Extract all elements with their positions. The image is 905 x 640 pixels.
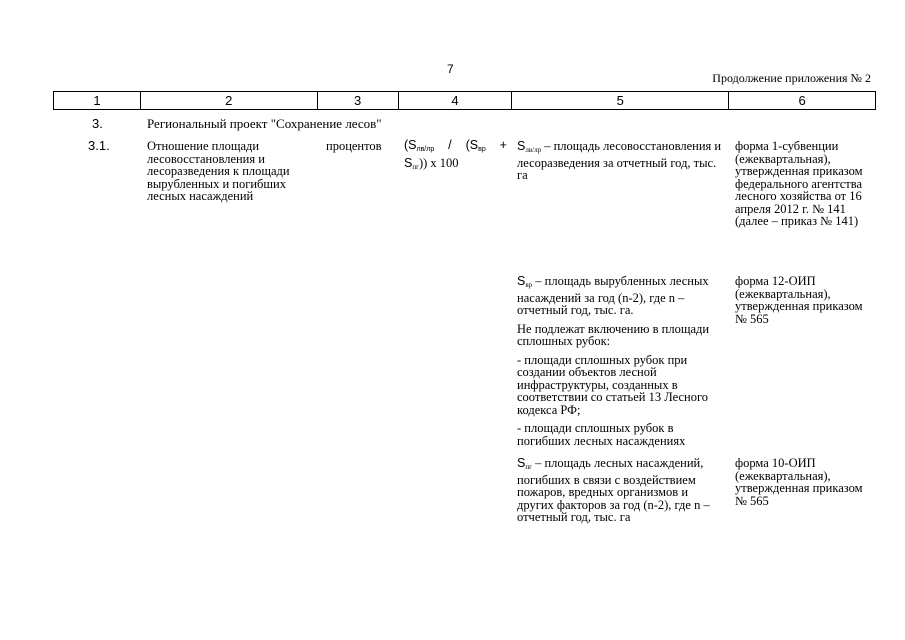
source-form-12-oip: форма 12-ОИП (ежеквартальная), утвержденная приказом № 565 xyxy=(735,274,863,326)
continuation-note: Продолжение приложения № 2 xyxy=(712,71,871,85)
column-header-table xyxy=(53,91,876,110)
header-row xyxy=(54,92,876,110)
indicator-name: Отношение площади лесовосстановления и лесоразведения к площади вырубленных и погибших лесных насаждений xyxy=(147,139,290,203)
source-form-10-oip: форма 10-ОИП (ежеквартальная), утвержденная приказом № 565 xyxy=(735,456,863,508)
definition-s-vr: $S_{вр}$ – площадь вырубленных лесных насаждений за год (n-2), где n – отчетный год, тыс. га. Не подлежат включению в площади сплошных рубок: - площади сплошных рубок при создании объектов лесной инфраструктуры, созданных в соответствии со статьей 13 Лесного кодекса РФ; - площади сплошных рубок в погибших лесных насаждениях xyxy=(517,275,722,453)
exclusion-item-dead-stands: - площади сплошных рубок в погибших лесных насаждениях xyxy=(517,421,686,448)
exclusion-item-infrastructure: - площади сплошных рубок при создании объектов лесной инфраструктуры, созданных в соответствии со статьей 13 Лесного кодекса РФ; xyxy=(517,352,709,417)
definition-s-lv-lr: $S_{лв/лр}$ – площадь лесовосстановления и лесоразведения за отчетный год, тыс. га xyxy=(517,139,722,182)
row-number: 3.1. xyxy=(88,138,110,153)
section-number: 3. xyxy=(92,116,103,131)
source-form-1-subvention: форма 1-субвенции (ежеквартальная), утвержденная приказом федерального агентства лесного хозяйства от 16 апреля 2012 г. № 141 (далее – приказ № 141) xyxy=(735,139,863,228)
header-col-5: 5 xyxy=(512,92,729,110)
header-col-1: 1 xyxy=(54,92,141,110)
unit-of-measure: процентов xyxy=(326,139,382,153)
header-col-3: 3 xyxy=(317,92,398,110)
exclusion-note: Не подлежат включению в площади сплошных рубок: xyxy=(517,321,710,348)
calculation-formula: ($S_{лв/лр}$ / ($S_{вр}$ + $S_{пг}$)) х 100 xyxy=(404,138,507,171)
page-number: 7 xyxy=(447,62,454,76)
header-col-2: 2 xyxy=(140,92,317,110)
header-col-4: 4 xyxy=(398,92,512,110)
section-title: Региональный проект "Сохранение лесов" xyxy=(147,116,382,131)
definition-s-pg: $S_{пг}$ – площадь лесных насаждений, погибших в связи с воздействием пожаров, вредных организмов и других факторов за год (n-2), где n – отчетный год, тыс. га xyxy=(517,456,710,524)
header-col-6: 6 xyxy=(729,92,876,110)
